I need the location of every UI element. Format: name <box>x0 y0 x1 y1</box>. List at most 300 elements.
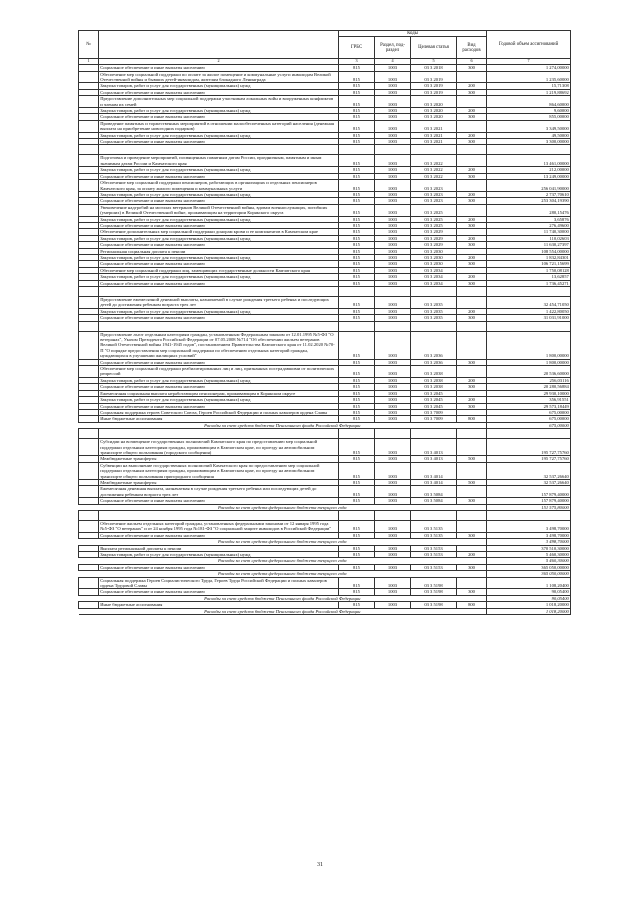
row-name: Социальное обеспечение и иные выплаты населению <box>99 139 339 145</box>
row-section: 1003 <box>375 498 411 504</box>
row-section: 1003 <box>375 521 411 533</box>
row-section: 1003 <box>375 71 411 83</box>
row-kind: 300 <box>457 198 487 204</box>
row-kind: 300 <box>457 65 487 71</box>
empty-cell <box>457 145 487 155</box>
row-grbs: 815 <box>339 222 375 228</box>
row-amount: 3 349,50000 <box>487 120 571 132</box>
funding-source-text: Расходы за счет средств федерального бюджета текущего года <box>79 558 487 564</box>
row-grbs: 815 <box>339 552 375 558</box>
row-grbs: 815 <box>339 397 375 403</box>
row-name: Закупка товаров, работ и услуг для государственных (муниципальных) нужд <box>99 167 339 173</box>
table-row <box>79 462 571 479</box>
row-article: 03 3 2025 <box>411 216 457 222</box>
row-kind <box>457 462 487 479</box>
row-amount: 20 536,60000 <box>487 366 571 378</box>
row-kind: 300 <box>457 403 487 409</box>
row-number-cell <box>79 155 99 167</box>
page-number: 31 <box>317 862 323 868</box>
row-grbs: 815 <box>339 167 375 173</box>
row-grbs: 815 <box>339 390 375 396</box>
spacer-row <box>79 287 571 297</box>
row-name: Обеспечение жильем отдельных категорий граждан, установленных федеральными законами от 12 января 1995 года №5-ФЗ "О ветеранах" и от 24 ноября 1995 года №181-ФЗ "О социальной защите инвалидов в Российской Федерации" <box>99 521 339 533</box>
row-grbs: 815 <box>339 139 375 145</box>
row-amount: 157 879,40000 <box>487 498 571 504</box>
row-amount: 11 740,30000 <box>487 229 571 235</box>
budget-table-sheet <box>78 30 570 615</box>
row-name: Региональная социальная доплата к пенсии <box>99 248 339 254</box>
row-number-cell <box>79 577 99 589</box>
empty-cell <box>411 511 457 521</box>
row-number-cell <box>79 366 99 378</box>
row-name: Ежемесячная денежная выплата, назначаемая в случае рождения третьего ребенка или последующих детей до достижения ребенком возраста трех лет <box>99 486 339 498</box>
row-section: 1003 <box>375 173 411 179</box>
row-section: 1003 <box>375 577 411 589</box>
empty-cell <box>375 321 411 331</box>
row-grbs: 815 <box>339 331 375 359</box>
row-name: Закупка товаров, работ и услуг для государственных (муниципальных) нужд <box>99 377 339 383</box>
table-row <box>79 120 571 132</box>
row-article: 03 3 2021 <box>411 120 457 132</box>
row-grbs: 815 <box>339 416 375 422</box>
row-article: 03 3 7009 <box>411 416 457 422</box>
row-name: Социальное обеспечение и иные выплаты населению <box>99 89 339 95</box>
row-section: 1003 <box>375 409 411 415</box>
row-grbs: 815 <box>339 359 375 365</box>
row-kind: 200 <box>457 83 487 89</box>
row-grbs: 815 <box>339 65 375 71</box>
row-name: Социальное обеспечение и иные выплаты населению <box>99 280 339 286</box>
row-section: 1003 <box>375 139 411 145</box>
row-kind: 500 <box>457 479 487 485</box>
header-codes: Коды <box>339 31 487 37</box>
row-section: 1003 <box>375 242 411 248</box>
empty-cell <box>99 511 339 521</box>
funding-source-amount: 5 460,30000 <box>487 558 571 564</box>
row-article: 03 3 2020 <box>411 114 457 120</box>
row-section: 1003 <box>375 564 411 570</box>
row-grbs: 815 <box>339 439 375 456</box>
row-grbs: 815 <box>339 602 375 608</box>
header-amount: Годовой объем ассигнований <box>487 31 571 59</box>
row-grbs: 815 <box>339 267 375 273</box>
empty-cell <box>339 145 375 155</box>
row-article: 03 3 2034 <box>411 267 457 273</box>
row-number-cell <box>79 204 99 216</box>
row-name: Социальное обеспечение и иные выплаты населению <box>99 222 339 228</box>
row-kind: 200 <box>457 377 487 383</box>
row-amount: 13 249,00000 <box>487 173 571 179</box>
row-article: 03 3 2038 <box>411 377 457 383</box>
row-section: 1003 <box>375 120 411 132</box>
row-kind: 800 <box>457 602 487 608</box>
row-article: 03 3 5198 <box>411 577 457 589</box>
row-number-cell <box>79 331 99 359</box>
row-grbs: 815 <box>339 366 375 378</box>
row-article: 03 3 2035 <box>411 315 457 321</box>
row-kind: 300 <box>457 564 487 570</box>
row-grbs: 815 <box>339 589 375 595</box>
row-amount: 9,60000 <box>487 108 571 114</box>
row-number-cell <box>79 486 99 498</box>
row-section: 1003 <box>375 280 411 286</box>
row-section: 1003 <box>375 254 411 260</box>
row-section: 1003 <box>375 204 411 216</box>
row-kind <box>457 331 487 359</box>
row-article: 03 3 2035 <box>411 308 457 314</box>
row-section: 1003 <box>375 65 411 71</box>
row-grbs: 815 <box>339 132 375 138</box>
row-amount: 212,00000 <box>487 167 571 173</box>
row-section: 1003 <box>375 83 411 89</box>
row-grbs: 815 <box>339 308 375 314</box>
row-section: 1003 <box>375 155 411 167</box>
table-row <box>79 204 571 216</box>
header-kind: Вид расходов <box>457 37 487 59</box>
row-grbs: 815 <box>339 545 375 551</box>
row-article: 03 3 2023 <box>411 198 457 204</box>
row-grbs: 815 <box>339 274 375 280</box>
row-article: 03 3 2036 <box>411 331 457 359</box>
row-name: Закупка товаров, работ и услуг для государственных (муниципальных) нужд <box>99 191 339 197</box>
table-header <box>79 31 571 65</box>
row-article: 03 3 5135 <box>411 521 457 533</box>
row-article: 03 3 2022 <box>411 173 457 179</box>
row-article: 03 3 2019 <box>411 83 457 89</box>
empty-cell <box>79 511 99 521</box>
row-section: 1003 <box>375 274 411 280</box>
row-kind <box>457 366 487 378</box>
row-article: 03 3 4013 <box>411 456 457 462</box>
row-section: 1003 <box>375 532 411 538</box>
row-kind: 800 <box>457 416 487 422</box>
empty-cell <box>457 321 487 331</box>
row-name: Социальное обеспечение и иные выплаты населению <box>99 65 339 71</box>
row-section: 1003 <box>375 132 411 138</box>
row-article: 03 3 2038 <box>411 384 457 390</box>
row-article: 03 3 4014 <box>411 462 457 479</box>
row-kind: 300 <box>457 532 487 538</box>
row-section: 1003 <box>375 248 411 254</box>
row-number-cell <box>79 521 99 533</box>
row-amount: 864,60000 <box>487 96 571 108</box>
row-kind <box>457 439 487 456</box>
row-kind: 500 <box>457 456 487 462</box>
row-name: Предоставление ежемесячной денежной выплаты, назначаемой в случае рождения третьего ребенка и последующих детей до достижения ребенком возраста трех лет <box>99 297 339 309</box>
row-kind <box>457 180 487 192</box>
row-article: 03 3 2025 <box>411 204 457 216</box>
empty-cell <box>457 429 487 439</box>
funding-source-amount: 151 575,80000 <box>487 504 571 510</box>
empty-cell <box>79 145 99 155</box>
row-kind: 300 <box>457 589 487 595</box>
row-kind <box>457 486 487 498</box>
row-grbs: 815 <box>339 83 375 89</box>
row-article: 03 3 5153 <box>411 545 457 551</box>
empty-cell <box>375 429 411 439</box>
row-name: Предоставление дополнительных мер социальной поддержки участникам локальных войн и вооруженных конфликтов и членам их семей <box>99 96 339 108</box>
row-kind: 200 <box>457 274 487 280</box>
row-article: 03 3 2045 <box>411 403 457 409</box>
empty-cell <box>457 287 487 297</box>
row-article: 03 3 5084 <box>411 486 457 498</box>
row-kind <box>457 120 487 132</box>
column-number: 6 <box>457 59 487 65</box>
row-article: 03 3 2019 <box>411 89 457 95</box>
row-amount: 29 930,10000 <box>487 390 571 396</box>
row-number-cell <box>79 297 99 309</box>
row-grbs: 815 <box>339 191 375 197</box>
row-grbs: 815 <box>339 486 375 498</box>
row-name: Закупка товаров, работ и услуг для государственных (муниципальных) нужд <box>99 397 339 403</box>
row-name: Субсидии на возмещение государственных полномочий Камчатского края по предоставлению мер социальной поддержки отдельным категориям граждан, проживающим в Камчатском крае, по проезду на автомобильном транспорте общего пользования (городского сообщения) <box>99 439 339 456</box>
table-row <box>79 155 571 167</box>
empty-cell <box>79 287 99 297</box>
empty-cell <box>411 429 457 439</box>
row-amount: 90,05400 <box>487 589 571 595</box>
row-section: 1003 <box>375 308 411 314</box>
header-name <box>99 31 339 59</box>
row-article: 03 3 2038 <box>411 366 457 378</box>
table-row <box>79 96 571 108</box>
funding-source-text: Расходы за счет средств бюджета Пенсионного фонда Российской Федерации <box>79 608 487 614</box>
row-name: Межбюджетные трансферты <box>99 456 339 462</box>
row-name: Закупка товаров, работ и услуг для государственных (муниципальных) нужд <box>99 216 339 222</box>
row-amount: 1 274,00000 <box>487 65 571 71</box>
row-amount: 5 460,30000 <box>487 552 571 558</box>
row-article: 03 3 2030 <box>411 261 457 267</box>
row-amount: 356,91551 <box>487 397 571 403</box>
empty-cell <box>487 321 571 331</box>
row-kind: 200 <box>457 254 487 260</box>
row-article: 03 3 2018 <box>411 65 457 71</box>
row-section: 1003 <box>375 229 411 235</box>
row-name: Социальное обеспечение и иные выплаты населению <box>99 359 339 365</box>
row-grbs: 815 <box>339 377 375 383</box>
empty-cell <box>339 287 375 297</box>
row-name: Выплата региональной доплаты к пенсии <box>99 545 339 551</box>
funding-source-text: Расходы за счет средств федерального бюджета текущего года <box>79 504 487 510</box>
row-article: 03 3 2030 <box>411 254 457 260</box>
table-row <box>79 521 571 533</box>
row-number-cell <box>79 180 99 192</box>
row-amount: 3,65876 <box>487 216 571 222</box>
column-number: 4 <box>375 59 411 65</box>
row-kind: 300 <box>457 89 487 95</box>
row-name: Социальное обеспечение и иные выплаты населению <box>99 498 339 504</box>
row-article: 03 3 2023 <box>411 180 457 192</box>
row-grbs: 815 <box>339 498 375 504</box>
row-grbs: 815 <box>339 235 375 241</box>
row-article: 03 3 2036 <box>411 359 457 365</box>
empty-cell <box>411 287 457 297</box>
row-amount: 15,71308 <box>487 83 571 89</box>
row-section: 1003 <box>375 552 411 558</box>
row-name: Закупка товаров, работ и услуг для государственных (муниципальных) нужд <box>99 83 339 89</box>
column-number: 3 <box>339 59 375 65</box>
row-number-cell <box>79 120 99 132</box>
row-amount: 256,03116 <box>487 377 571 383</box>
row-amount: 1 219,88692 <box>487 89 571 95</box>
row-article: 03 3 7009 <box>411 409 457 415</box>
table-row <box>79 180 571 192</box>
row-amount: 675,00000 <box>487 409 571 415</box>
row-amount: 1 235,60000 <box>487 71 571 83</box>
row-grbs: 815 <box>339 248 375 254</box>
row-name: Иные бюджетные ассигнования <box>99 602 339 608</box>
row-section: 1003 <box>375 267 411 273</box>
row-article: 03 3 5135 <box>411 532 457 538</box>
row-amount: 1 750,08128 <box>487 267 571 273</box>
row-name: Обеспечение мер социальной поддержки пенсионеров, работающих в организациях и отдельных пенсионеров Камчатского края, за оплату жилого помещения и коммунальных услуги <box>99 180 339 192</box>
row-amount: 3 498,70000 <box>487 532 571 538</box>
row-article: 03 3 5153 <box>411 564 457 570</box>
row-grbs: 815 <box>339 521 375 533</box>
row-kind <box>457 521 487 533</box>
row-kind: 200 <box>457 132 487 138</box>
row-grbs: 815 <box>339 315 375 321</box>
row-amount: 195 727,75760 <box>487 456 571 462</box>
row-section: 1003 <box>375 545 411 551</box>
empty-cell <box>99 321 339 331</box>
row-grbs: 815 <box>339 89 375 95</box>
empty-cell <box>411 145 457 155</box>
row-article: 03 3 2045 <box>411 390 457 396</box>
row-grbs: 815 <box>339 532 375 538</box>
row-section: 1003 <box>375 602 411 608</box>
row-amount: 1 108,20400 <box>487 577 571 589</box>
row-name: Закупка товаров, работ и услуг для государственных (муниципальных) нужд <box>99 108 339 114</box>
row-grbs: 815 <box>339 216 375 222</box>
row-name: Социальное обеспечение и иные выплаты населению <box>99 564 339 570</box>
row-section: 1003 <box>375 359 411 365</box>
row-kind <box>457 155 487 167</box>
row-amount: 11 630,27397 <box>487 242 571 248</box>
row-name: Увековечение надгробий на могилах ветеранов Великой Отечественной войны, вдовам военнослужащих, погибших (умерших) в Великой Отечественной войне, проживающим на территории Корякского округа <box>99 204 339 216</box>
row-grbs: 815 <box>339 108 375 114</box>
row-amount: 1 018,20000 <box>487 602 571 608</box>
row-name: Обеспечение дополнительных мер социальной поддержки донорам крови и ее компонентов в Камчатском крае <box>99 229 339 235</box>
empty-cell <box>375 145 411 155</box>
empty-cell <box>99 429 339 439</box>
table-row <box>79 331 571 359</box>
row-article: 03 3 2030 <box>411 248 457 254</box>
column-number: 2 <box>99 59 339 65</box>
column-number: 7 <box>487 59 571 65</box>
row-section: 1003 <box>375 439 411 456</box>
row-section: 1003 <box>375 315 411 321</box>
row-name: Социальное обеспечение и иные выплаты населению <box>99 114 339 120</box>
row-article: 03 3 2021 <box>411 132 457 138</box>
funding-source-amount: 1 018,20000 <box>487 608 571 614</box>
row-section: 1003 <box>375 96 411 108</box>
row-grbs: 815 <box>339 204 375 216</box>
row-amount: 675,00000 <box>487 416 571 422</box>
row-name: Иные бюджетные ассигнования <box>99 416 339 422</box>
table-row <box>79 486 571 498</box>
row-article: 03 3 2022 <box>411 155 457 167</box>
row-article: 03 3 2020 <box>411 108 457 114</box>
row-section: 1003 <box>375 366 411 378</box>
empty-cell <box>457 511 487 521</box>
row-grbs: 815 <box>339 120 375 132</box>
empty-cell <box>339 511 375 521</box>
row-article: 03 3 5153 <box>411 552 457 558</box>
row-kind <box>457 577 487 589</box>
row-name: Социальное обеспечение и иные выплаты населению <box>99 242 339 248</box>
row-article: 03 3 2034 <box>411 280 457 286</box>
row-section: 1003 <box>375 479 411 485</box>
table-row <box>79 577 571 589</box>
row-article: 03 3 4014 <box>411 479 457 485</box>
row-name: Обеспечение мер социальной поддержки реабилитированных лиц и лиц, признанных пострадавшими от политических репрессий <box>99 366 339 378</box>
row-kind: 200 <box>457 552 487 558</box>
row-section: 1003 <box>375 297 411 309</box>
row-name: Ежемесячная социальная выплата неработающим пенсионерам, проживающим в Корякском округе <box>99 390 339 396</box>
row-amount: 108 554,00000 <box>487 248 571 254</box>
row-name: Социальное обеспечение и иные выплаты населению <box>99 198 339 204</box>
row-article: 03 3 4013 <box>411 439 457 456</box>
row-article: 03 3 2019 <box>411 71 457 83</box>
row-kind: 300 <box>457 315 487 321</box>
row-section: 1003 <box>375 235 411 241</box>
empty-cell <box>375 287 411 297</box>
row-kind: 300 <box>457 384 487 390</box>
row-kind: 300 <box>457 139 487 145</box>
row-article: 03 3 2035 <box>411 297 457 309</box>
row-amount: 3 498,70000 <box>487 521 571 533</box>
row-article: 03 3 2025 <box>411 222 457 228</box>
row-amount: 1 736,45271 <box>487 280 571 286</box>
row-kind <box>457 71 487 83</box>
row-name: Подготовка и проведение мероприятий, посвященных памятным датам России, праздничным, памятным и иным значимым датам России и Камчатского края <box>99 155 339 167</box>
row-name: Закупка товаров, работ и услуг для государственных (муниципальных) нужд <box>99 552 339 558</box>
row-amount: 29 573,18449 <box>487 403 571 409</box>
row-article: 03 3 2022 <box>411 167 457 173</box>
row-grbs: 815 <box>339 479 375 485</box>
row-grbs: 815 <box>339 384 375 390</box>
row-section: 1003 <box>375 416 411 422</box>
row-article: 03 3 2034 <box>411 274 457 280</box>
row-kind <box>457 297 487 309</box>
row-name: Социальное обеспечение и иные выплаты населению <box>99 384 339 390</box>
row-article: 03 3 2029 <box>411 242 457 248</box>
row-grbs: 815 <box>339 462 375 479</box>
row-section: 1003 <box>375 114 411 120</box>
header-grbs: ГРБС <box>339 37 375 59</box>
row-number-cell <box>79 71 99 83</box>
row-section: 1003 <box>375 384 411 390</box>
row-grbs: 815 <box>339 564 375 570</box>
funding-source-text: Расходы за счет средств федерального бюджета текущего года <box>79 571 487 577</box>
empty-cell <box>487 145 571 155</box>
row-section: 1003 <box>375 191 411 197</box>
row-name: Социальное обеспечение и иные выплаты населению <box>99 315 339 321</box>
funding-source-amount: 3 498,70000 <box>487 539 571 545</box>
row-grbs: 815 <box>339 180 375 192</box>
funding-source-text: Расходы за счет средств бюджета Пенсионного фонда Российской Федерации <box>79 422 487 428</box>
empty-cell <box>99 287 339 297</box>
row-section: 1003 <box>375 377 411 383</box>
row-kind: 200 <box>457 235 487 241</box>
row-name: Социальная поддержка Героев Социалистического Труда, Героев Труда Российской Федерации и полных кавалеров ордена Трудовой Славы <box>99 577 339 589</box>
row-amount: 32 537,26640 <box>487 462 571 479</box>
row-section: 1003 <box>375 180 411 192</box>
row-section: 1003 <box>375 108 411 114</box>
row-grbs: 815 <box>339 456 375 462</box>
row-section: 1003 <box>375 167 411 173</box>
row-grbs: 815 <box>339 114 375 120</box>
